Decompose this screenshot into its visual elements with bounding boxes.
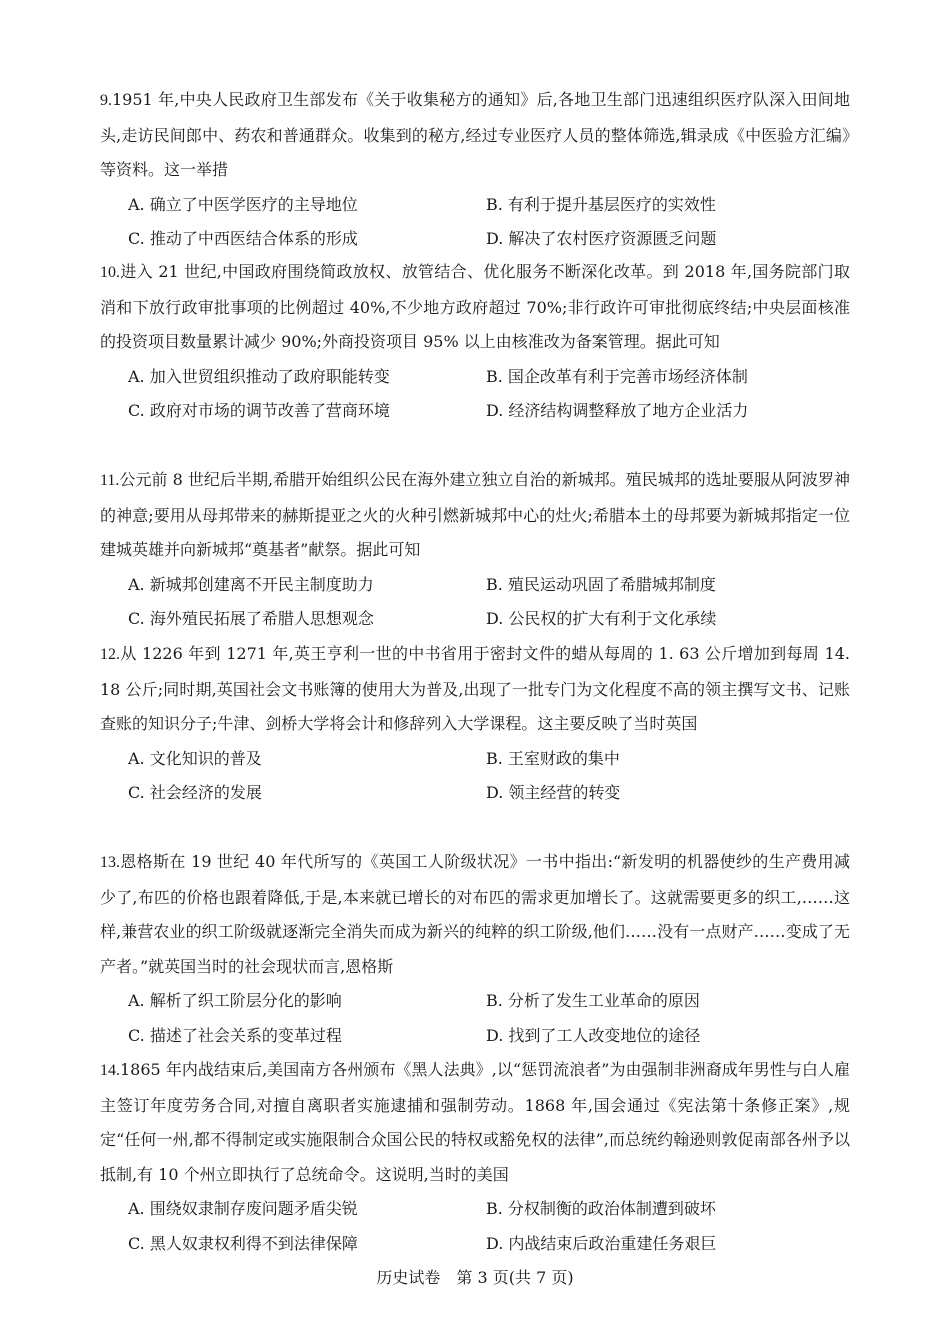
options [100,188,850,257]
options [100,1192,850,1261]
question-stem [100,255,850,360]
option-c: C. 推动了中西医结合体系的形成 [128,229,358,248]
question-stem [100,83,850,188]
question-number: 10. [100,264,120,281]
option-d: D. 找到了工人改变地位的途径 [486,1025,701,1045]
question-number: 13. [100,854,120,871]
question-stem [100,463,850,568]
options [100,568,850,637]
option-c: C. 社会经济的发展 [128,783,262,802]
option-a: A. 加入世贸组织推动了政府职能转变 [128,366,390,386]
option-b: B. 分析了发生工业革命的原因 [486,991,700,1010]
option-a: A. 新城邦创建离不开民主制度助力 [128,574,374,594]
question-number: 12. [100,646,120,663]
question-11 [100,463,850,637]
option-b: B. 殖民运动巩固了希腊城邦制度 [486,574,716,594]
question-stem [100,637,850,742]
option-a: A. 确立了中医学医疗的主导地位 [128,194,358,214]
option-d: D. 公民权的扩大有利于文化承续 [486,609,717,628]
question-text: 从 1226 年到 1271 年,英王亨利一世的中书省用于密封文件的蜡从每周的 1. 63 公斤增加到每周 14. 18 公斤;同时期,英国社会文书账簿的使用大为普及,出现了一批专门为文化程度不高的领主撰写文书、记账查账的知识分子;牛津、剑桥大学将会计和修辞列入大学课程。这主要反映了当时英国 [100,644,850,733]
options [100,984,850,1053]
option-b: B. 王室财政的集中 [486,748,620,768]
question-9 [100,83,850,257]
option-d: D. 领主经营的转变 [486,783,621,802]
question-text: 公元前 8 世纪后半期,希腊开始组织公民在海外建立独立自治的新城邦。殖民城邦的选址要服从阿波罗神的神意;要用从母邦带来的赫斯提亚之火的火种引燃新城邦中心的灶火;希腊本土的母邦要为新城邦指定一位建城英雄并向新城邦“奠基者”献祭。据此可知 [100,470,850,559]
option-d: D. 解决了农村医疗资源匮乏问题 [486,229,717,248]
option-d: D. 内战结束后政治重建任务艰巨 [486,1233,717,1253]
options [100,360,850,429]
question-number: 11. [100,472,120,489]
question-number: 14. [100,1062,120,1079]
question-12 [100,637,850,811]
option-a: A. 文化知识的普及 [128,748,262,768]
option-c: C. 黑人奴隶权利得不到法律保障 [128,1233,358,1253]
option-b: B. 国企改革有利于完善市场经济体制 [486,366,748,386]
page-footer: 历史试卷 第 3 页(共 7 页) [376,1268,574,1287]
options [100,742,850,811]
option-b: B. 有利于提升基层医疗的实效性 [486,194,716,214]
question-text: 1865 年内战结束后,美国南方各州颁布《黑人法典》,以“惩罚流浪者”为由强制非洲裔成年男性与白人雇主签订年度劳务合同,对擅自离职者实施逮捕和强制劳动。1868 年,国会通过《宪法第十条修正案》,规定“任何一州,都不得制定或实施限制合众国公民的特权或豁免权的法律”,而总统约翰逊则敦促南部各州予以抵制,有 10 个州立即执行了总统命令。这说明,当时的美国 [100,1060,850,1184]
option-c: C. 政府对市场的调节改善了营商环境 [128,401,390,420]
question-stem [100,845,850,984]
question-text: 恩格斯在 19 世纪 40 年代所写的《英国工人阶级状况》一书中指出:“新发明的机器使纱的生产费用减少了,布匹的价格也跟着降低,于是,本来就已增长的对布匹的需求更加增长了。这就需要更多的织工,……这样,兼营农业的织工阶级就逐渐完全消失而成为新兴的纯粹的织工阶级,他们……没有一点财产……变成了无产者。”就英国当时的社会现状而言,恩格斯 [100,852,850,976]
question-number: 9. [100,92,112,109]
question-stem [100,1053,850,1192]
option-c: C. 描述了社会关系的变革过程 [128,1025,342,1045]
question-13 [100,845,850,1053]
question-text: 1951 年,中央人民政府卫生部发布《关于收集秘方的通知》后,各地卫生部门迅速组织医疗队深入田间地头,走访民间郎中、药农和普通群众。收集到的秘方,经过专业医疗人员的整体筛选,辑录成《中医验方汇编》等资料。这一举措 [100,90,850,179]
option-d: D. 经济结构调整释放了地方企业活力 [486,401,749,420]
option-a: A. 围绕奴隶制存废问题矛盾尖锐 [128,1199,358,1218]
option-b: B. 分权制衡的政治体制遭到破坏 [486,1199,716,1218]
question-14 [100,1053,850,1261]
question-text: 进入 21 世纪,中国政府围绕简政放权、放管结合、优化服务不断深化改革。到 2018 年,国务院部门取消和下放行政审批事项的比例超过 40%,不少地方政府超过 70%;非行政许可审批彻底终结;中央层面核准的投资项目数量累计减少 90%;外商投资项目 95% 以上由核准改为备案管理。据此可知 [100,262,850,351]
option-a: A. 解析了织工阶层分化的影响 [128,991,342,1010]
option-c: C. 海外殖民拓展了希腊人思想观念 [128,609,374,628]
question-10 [100,255,850,429]
